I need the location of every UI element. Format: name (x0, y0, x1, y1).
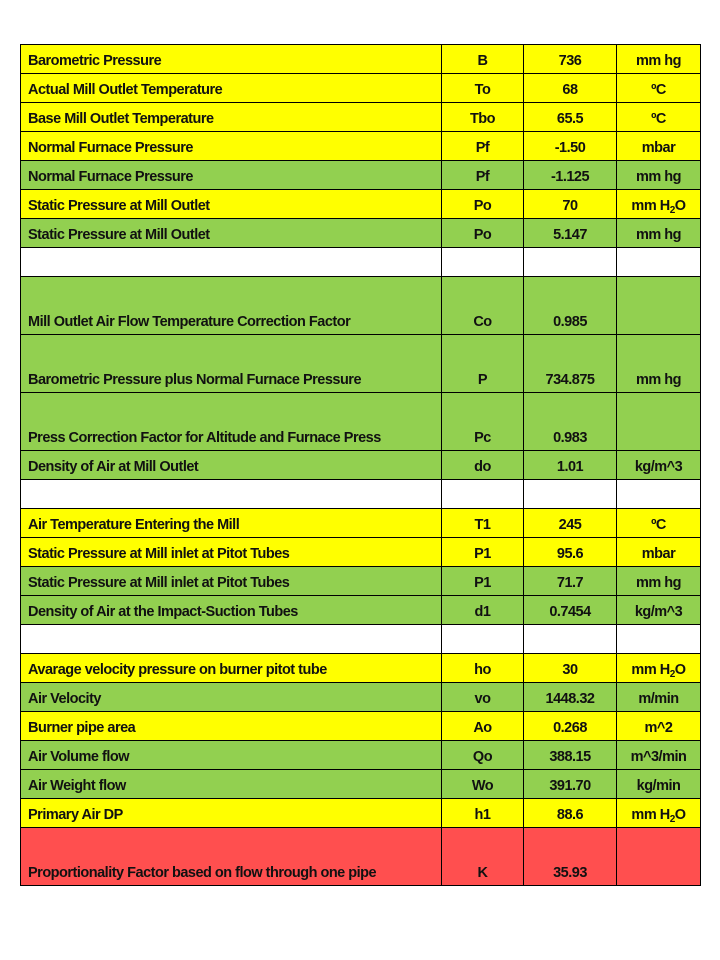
unit-cell: ºC (617, 103, 701, 132)
table-row (21, 219, 701, 248)
unit-cell: mm $H_2O$ (617, 654, 701, 683)
table-row (21, 161, 701, 190)
unit-cell: mm hg (617, 567, 701, 596)
value-cell: 30 (524, 654, 617, 683)
unit-cell: mm hg (617, 335, 701, 393)
parameter-cell: Normal Furnace Pressure (21, 132, 442, 161)
symbol-cell: K (442, 828, 524, 886)
parameter-cell: Air Weight flow (21, 770, 442, 799)
table-row (21, 509, 701, 538)
unit-cell: mbar (617, 538, 701, 567)
unit-cell: ºC (617, 509, 701, 538)
table-row (21, 712, 701, 741)
value-cell: 0.985 (524, 277, 617, 335)
value-cell: 65.5 (524, 103, 617, 132)
symbol-cell: P (442, 335, 524, 393)
table-row (21, 567, 701, 596)
table-row (21, 74, 701, 103)
value-cell: 0.983 (524, 393, 617, 451)
parameter-cell (21, 248, 442, 277)
value-cell: 736 (524, 45, 617, 74)
table-row (21, 393, 701, 451)
symbol-cell: Po (442, 190, 524, 219)
parameter-cell: Static Pressure at Mill inlet at Pitot Tubes (21, 567, 442, 596)
unit-cell: mm $H_2O$ (617, 190, 701, 219)
table-row (21, 770, 701, 799)
table-row (21, 683, 701, 712)
value-cell: 388.15 (524, 741, 617, 770)
unit-cell (617, 480, 701, 509)
symbol-cell: ho (442, 654, 524, 683)
table-row (21, 335, 701, 393)
value-cell: 1.01 (524, 451, 617, 480)
unit-cell: mm hg (617, 45, 701, 74)
value-cell: 0.7454 (524, 596, 617, 625)
unit-cell: kg/m^3 (617, 451, 701, 480)
table-row (21, 45, 701, 74)
symbol-cell (442, 248, 524, 277)
unit-cell: ºC (617, 74, 701, 103)
parameter-cell: Air Velocity (21, 683, 442, 712)
unit-cell: mm hg (617, 161, 701, 190)
unit-cell: m^2 (617, 712, 701, 741)
value-cell: 0.268 (524, 712, 617, 741)
parameter-cell: Air Volume flow (21, 741, 442, 770)
table-row (21, 741, 701, 770)
value-cell: 88.6 (524, 799, 617, 828)
symbol-cell: Pf (442, 132, 524, 161)
value-cell: 35.93 (524, 828, 617, 886)
parameter-cell: Static Pressure at Mill inlet at Pitot Tubes (21, 538, 442, 567)
symbol-cell: P1 (442, 538, 524, 567)
symbol-cell: P1 (442, 567, 524, 596)
parameter-cell: Avarage velocity pressure on burner pitot tube (21, 654, 442, 683)
parameter-cell: Actual Mill Outlet Temperature (21, 74, 442, 103)
value-cell (524, 480, 617, 509)
unit-cell (617, 277, 701, 335)
symbol-cell: T1 (442, 509, 524, 538)
value-cell: 95.6 (524, 538, 617, 567)
value-cell: 70 (524, 190, 617, 219)
value-cell: 734.875 (524, 335, 617, 393)
parameter-cell: Static Pressure at Mill Outlet (21, 219, 442, 248)
parameter-cell: Burner pipe area (21, 712, 442, 741)
value-cell: 391.70 (524, 770, 617, 799)
unit-cell: mm $H_2O$ (617, 799, 701, 828)
value-cell: -1.50 (524, 132, 617, 161)
parameter-cell: Barometric Pressure plus Normal Furnace Pressure (21, 335, 442, 393)
unit-cell (617, 625, 701, 654)
unit-cell: m^3/min (617, 741, 701, 770)
symbol-cell: vo (442, 683, 524, 712)
unit-cell (617, 248, 701, 277)
symbol-cell: To (442, 74, 524, 103)
value-cell (524, 625, 617, 654)
symbol-cell: Pc (442, 393, 524, 451)
unit-cell: kg/m^3 (617, 596, 701, 625)
table-row (21, 277, 701, 335)
parameter-cell: Density of Air at the Impact-Suction Tubes (21, 596, 442, 625)
unit-cell (617, 828, 701, 886)
value-cell: 245 (524, 509, 617, 538)
symbol-cell (442, 480, 524, 509)
parameter-cell: Static Pressure at Mill Outlet (21, 190, 442, 219)
table-row (21, 625, 701, 654)
symbol-cell: do (442, 451, 524, 480)
symbol-cell: Po (442, 219, 524, 248)
parameter-cell: Proportionality Factor based on flow through one pipe (21, 828, 442, 886)
unit-cell (617, 393, 701, 451)
parameter-cell (21, 480, 442, 509)
parameter-cell: Mill Outlet Air Flow Temperature Correction Factor (21, 277, 442, 335)
table-row (21, 248, 701, 277)
parameter-cell: Base Mill Outlet Temperature (21, 103, 442, 132)
parameter-cell (21, 625, 442, 654)
value-cell (524, 248, 617, 277)
value-cell: 1448.32 (524, 683, 617, 712)
value-cell: 71.7 (524, 567, 617, 596)
table-row (21, 596, 701, 625)
symbol-cell: Ao (442, 712, 524, 741)
parameter-cell: Air Temperature Entering the Mill (21, 509, 442, 538)
table-row (21, 103, 701, 132)
symbol-cell: B (442, 45, 524, 74)
symbol-cell: Qo (442, 741, 524, 770)
table-row (21, 132, 701, 161)
value-cell: -1.125 (524, 161, 617, 190)
table-body (21, 45, 701, 886)
value-cell: 68 (524, 74, 617, 103)
unit-cell: mbar (617, 132, 701, 161)
symbol-cell: Co (442, 277, 524, 335)
table-row (21, 828, 701, 886)
calculation-table (20, 44, 701, 886)
table-row (21, 538, 701, 567)
symbol-cell: d1 (442, 596, 524, 625)
unit-cell: m/min (617, 683, 701, 712)
parameter-cell: Primary Air DP (21, 799, 442, 828)
value-cell: 5.147 (524, 219, 617, 248)
table-row (21, 190, 701, 219)
parameter-cell: Barometric Pressure (21, 45, 442, 74)
unit-cell: kg/min (617, 770, 701, 799)
parameter-cell: Density of Air at Mill Outlet (21, 451, 442, 480)
symbol-cell: Tbo (442, 103, 524, 132)
symbol-cell: h1 (442, 799, 524, 828)
symbol-cell: Pf (442, 161, 524, 190)
symbol-cell: Wo (442, 770, 524, 799)
parameter-cell: Press Correction Factor for Altitude and Furnace Press (21, 393, 442, 451)
parameter-cell: Normal Furnace Pressure (21, 161, 442, 190)
table-row (21, 480, 701, 509)
unit-cell: mm hg (617, 219, 701, 248)
symbol-cell (442, 625, 524, 654)
table-row (21, 451, 701, 480)
table-row (21, 654, 701, 683)
table-row (21, 799, 701, 828)
